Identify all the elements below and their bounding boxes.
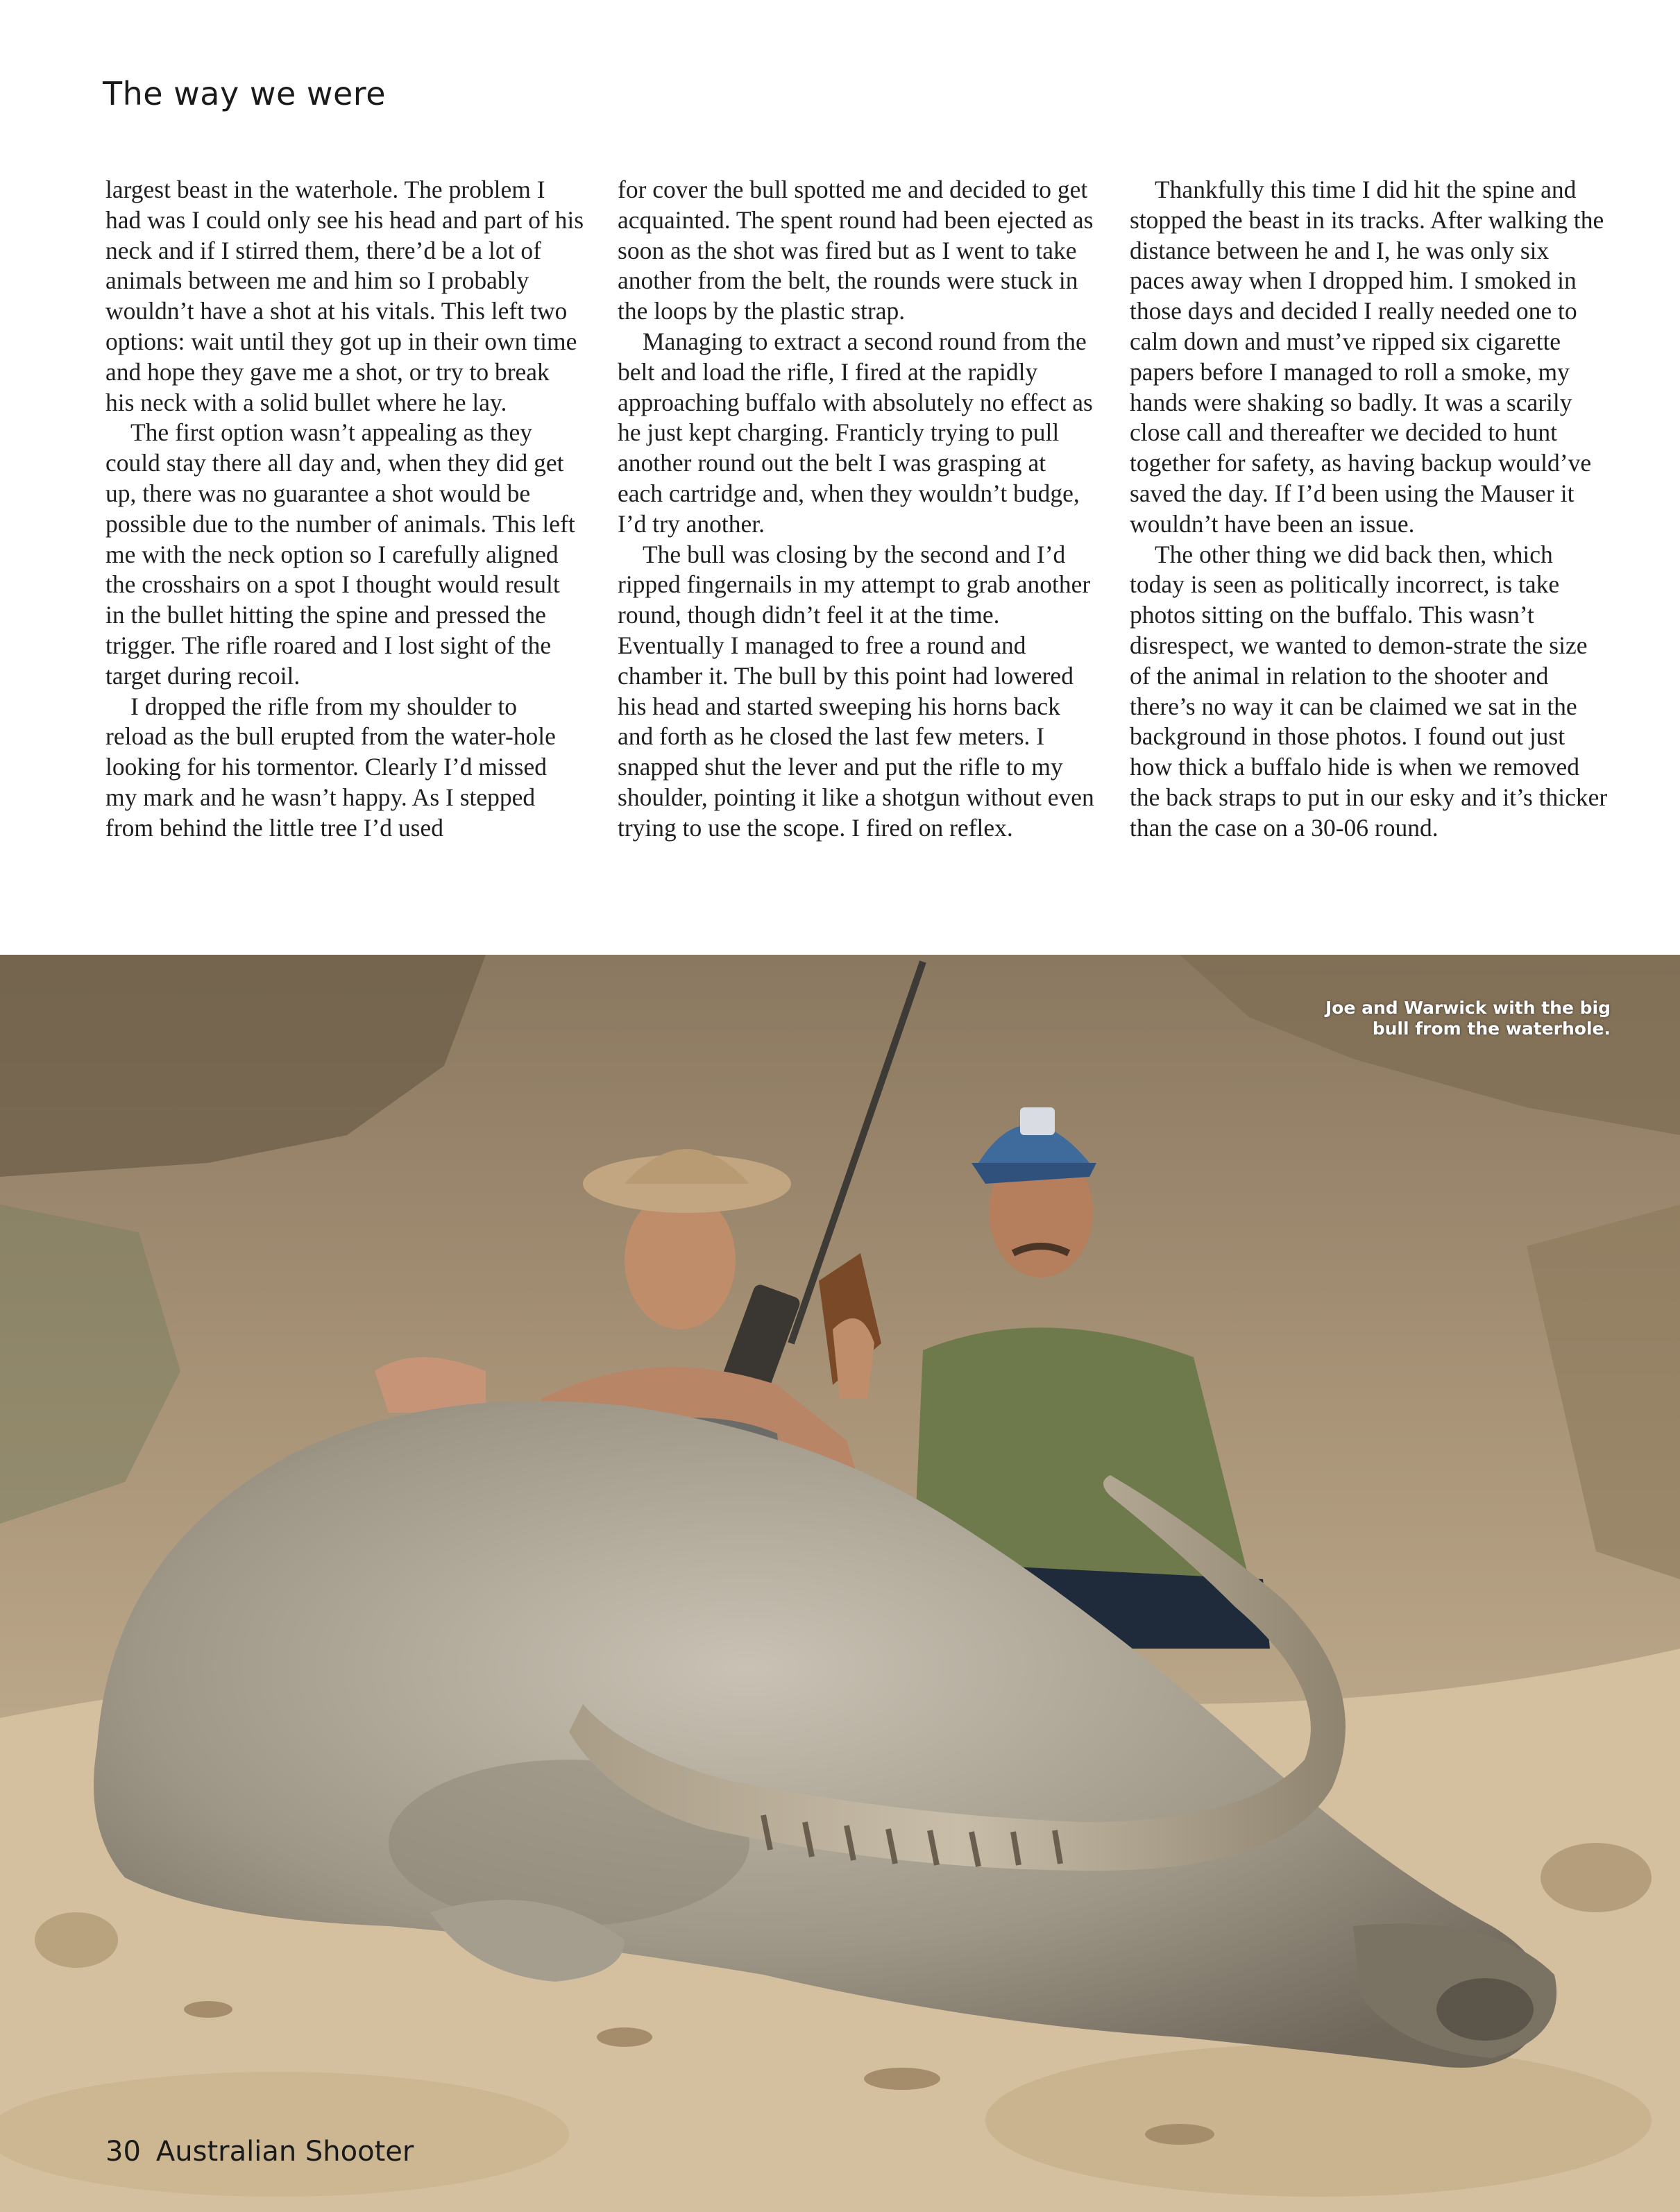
article-column-2 bbox=[618, 175, 1096, 844]
article-body bbox=[105, 175, 1608, 910]
photo-caption bbox=[1250, 998, 1611, 1039]
paragraph: Thankfully this time I did hit the spine and stopped the beast in its tracks. After walking the distance between he and I, he was only six paces away when I dropped him. I smoked in those days and decided I really needed one to calm down and must’ve ripped six cigarette papers before I managed to roll a smoke, my hands were shaking so badly. It was a scarily close call and thereafter we decided to hunt together for safety, as having backup would’ve saved the day. If I’d been using the Mauser it wouldn’t have been an issue. bbox=[1130, 176, 1604, 538]
photo-illustration bbox=[0, 955, 1680, 2212]
paragraph: largest beast in the waterhole. The problem I had was I could only see his head and part of his neck and if I stirred them, there’d be a lot of animals between me and him so I probably wouldn’t have a shot at his vitals. This left two options: wait until they got up in their own time and hope they gave me a shot, or try to break his neck with a solid bullet where he lay. bbox=[105, 176, 584, 416]
paragraph: The other thing we did back then, which today is seen as politically incorrect, is take photos sitting on the buffalo. This wasn’t disrespect, we wanted to demon-strate the size of the animal in relation to the shooter and there’s no way it can be claimed we sat in the background in those photos. I found out just how thick a buffalo hide is when we removed the back straps to put in our esky and it’s thicker than the case on a 30-06 round. bbox=[1130, 540, 1608, 842]
paragraph: I dropped the rifle from my shoulder to reload as the bull erupted from the water-hole looking for his tormentor. Clearly I’d missed my mark and he wasn’t happy. As I stepped from behind the little tree I’d used bbox=[105, 692, 556, 842]
paragraph: Managing to extract a second round from the belt and load the rifle, I fired at the rapidly approaching buffalo with absolutely no effect as he just kept charging. Franticly trying to pull another round out the belt I was grasping at each cartridge and, when they wouldn’t budge, I’d try another. bbox=[618, 327, 1093, 538]
caption-line: bull from the waterhole. bbox=[1372, 1019, 1611, 1039]
article-column-3 bbox=[1130, 175, 1609, 844]
page-number: 30 bbox=[105, 2136, 141, 2168]
page-footer bbox=[105, 2136, 429, 2168]
paragraph: The bull was closing by the second and I’d ripped fingernails in my attempt to grab another round, though didn’t feel it at the time. Eventually I managed to free a round and chamber it. The bull by this point had lowered his head and started sweeping his horns back and forth as he closed the last few meters. I snapped shut the lever and put the rifle to my shoulder, pointing it like a shotgun without even trying to use the scope. I fired on reflex. bbox=[618, 540, 1094, 842]
caption-line: Joe and Warwick with the big bbox=[1325, 998, 1611, 1018]
article-column-1 bbox=[105, 175, 584, 844]
section-title: The way we were bbox=[103, 75, 387, 112]
paragraph: The first option wasn’t appealing as they could stay there all day and, when they did get up, there was no guarantee a shot would be possible due to the number of animals. This left me with the neck option so I carefully aligned the crosshairs on a spot I thought would result in the bullet hitting the spine and pressed the trigger. The rifle roared and I lost sight of the target during recoil. bbox=[105, 418, 575, 690]
magazine-name: Australian Shooter bbox=[155, 2136, 414, 2168]
paragraph: for cover the bull spotted me and decided to get acquainted. The spent round had been ejected as soon as the shot was fired but as I went to take another from the belt, the rounds were stuck in the loops by the plastic strap. bbox=[618, 176, 1094, 325]
hunting-photo bbox=[0, 955, 1680, 2212]
